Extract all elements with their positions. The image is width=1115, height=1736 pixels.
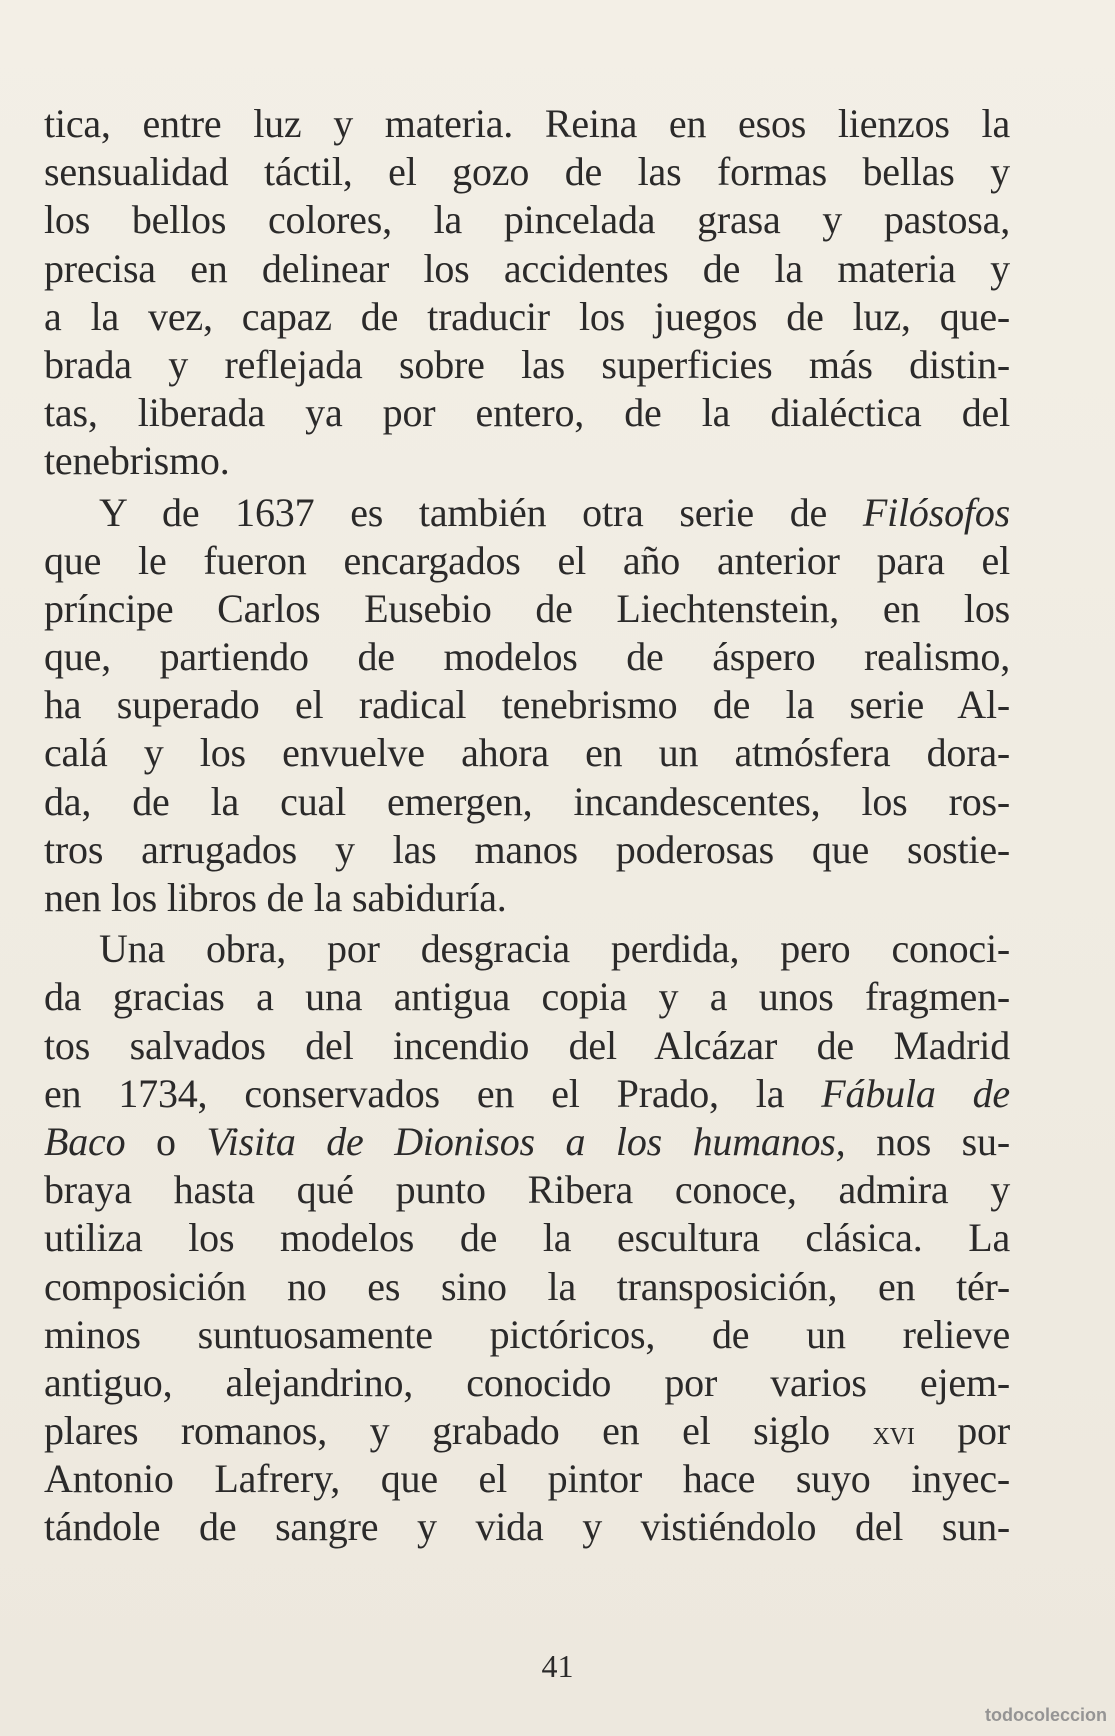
text-run: Y de 1637 es también otra serie de	[99, 489, 828, 535]
text-line	[44, 1407, 1010, 1455]
paragraph-3	[44, 925, 1010, 1551]
text-line: tándole de sangre y vida y vistiéndolo del sun-	[44, 1504, 1010, 1550]
text-line: a la vez, capaz de traducir los juegos de luz, que-	[44, 293, 1010, 339]
text-line: tas, liberada ya por entero, de la dialéctica del	[44, 390, 1010, 436]
text-line	[44, 1118, 1010, 1166]
italic-title: Visita de Dionisos a los humanos,	[206, 1118, 846, 1164]
text-line: los bellos colores, la pincelada grasa y pastosa,	[44, 197, 1010, 243]
roman-numeral-century: xvi	[872, 1415, 915, 1453]
text-line: que le fueron encargados el año anterior para el	[44, 537, 1010, 583]
italic-title: Fábula de	[821, 1070, 1010, 1116]
body-text	[44, 100, 1010, 1552]
text-line: tos salvados del incendio del Alcázar de Madrid	[44, 1022, 1010, 1068]
text-line: Antonio Lafrery, que el pintor hace suyo inyec-	[44, 1456, 1010, 1502]
text-line	[44, 489, 1010, 537]
text-line: que, partiendo de modelos de áspero realismo,	[44, 634, 1010, 680]
text-run: en 1734, conservados en el Prado, la	[44, 1070, 785, 1116]
text-line: utiliza los modelos de la escultura clásica. La	[44, 1215, 1010, 1261]
text-line: sensualidad táctil, el gozo de las formas bellas y	[44, 149, 1010, 195]
text-line: brada y reflejada sobre las superficies más distin-	[44, 341, 1010, 387]
text-line: braya hasta qué punto Ribera conoce, admira y	[44, 1167, 1010, 1213]
italic-title: Baco	[44, 1118, 126, 1164]
text-line: tenebrismo.	[44, 438, 230, 484]
italic-title: Filósofos	[862, 489, 1010, 535]
paragraph-1	[44, 100, 1010, 486]
text-line: da, de la cual emergen, incandescentes, los ros-	[44, 778, 1010, 824]
page-number: 41	[541, 1648, 574, 1684]
text-line	[44, 1070, 1010, 1118]
text-run: por	[957, 1408, 1010, 1454]
text-line: calá y los envuelve ahora en un atmósfera dora-	[44, 730, 1010, 776]
text-run: nos su-	[876, 1118, 1010, 1164]
text-line: Una obra, por desgracia perdida, pero conoci-	[99, 926, 1010, 972]
text-line: composición no es sino la transposición, en tér-	[44, 1263, 1010, 1309]
text-line: da gracias a una antigua copia y a unos fragmen-	[44, 974, 1010, 1020]
text-line: tros arrugados y las manos poderosas que sostie-	[44, 826, 1010, 872]
text-line: antiguo, alejandrino, conocido por varios ejem-	[44, 1359, 1010, 1405]
text-run: o	[156, 1118, 176, 1164]
text-line: tica, entre luz y materia. Reina en esos lienzos la	[44, 101, 1010, 146]
paragraph-2	[44, 489, 1010, 923]
text-run: plares romanos, y grabado en el siglo	[44, 1408, 830, 1454]
text-line: príncipe Carlos Eusebio de Liechtenstein, en los	[44, 585, 1010, 631]
text-line: nen los libros de la sabiduría.	[44, 875, 507, 920]
watermark-logo: todocoleccion	[984, 1705, 1107, 1725]
text-line: ha superado el radical tenebrismo de la serie Al-	[44, 682, 1010, 728]
text-line: minos suntuosamente pictóricos, de un relieve	[44, 1311, 1010, 1357]
text-line: precisa en delinear los accidentes de la materia y	[44, 245, 1010, 291]
